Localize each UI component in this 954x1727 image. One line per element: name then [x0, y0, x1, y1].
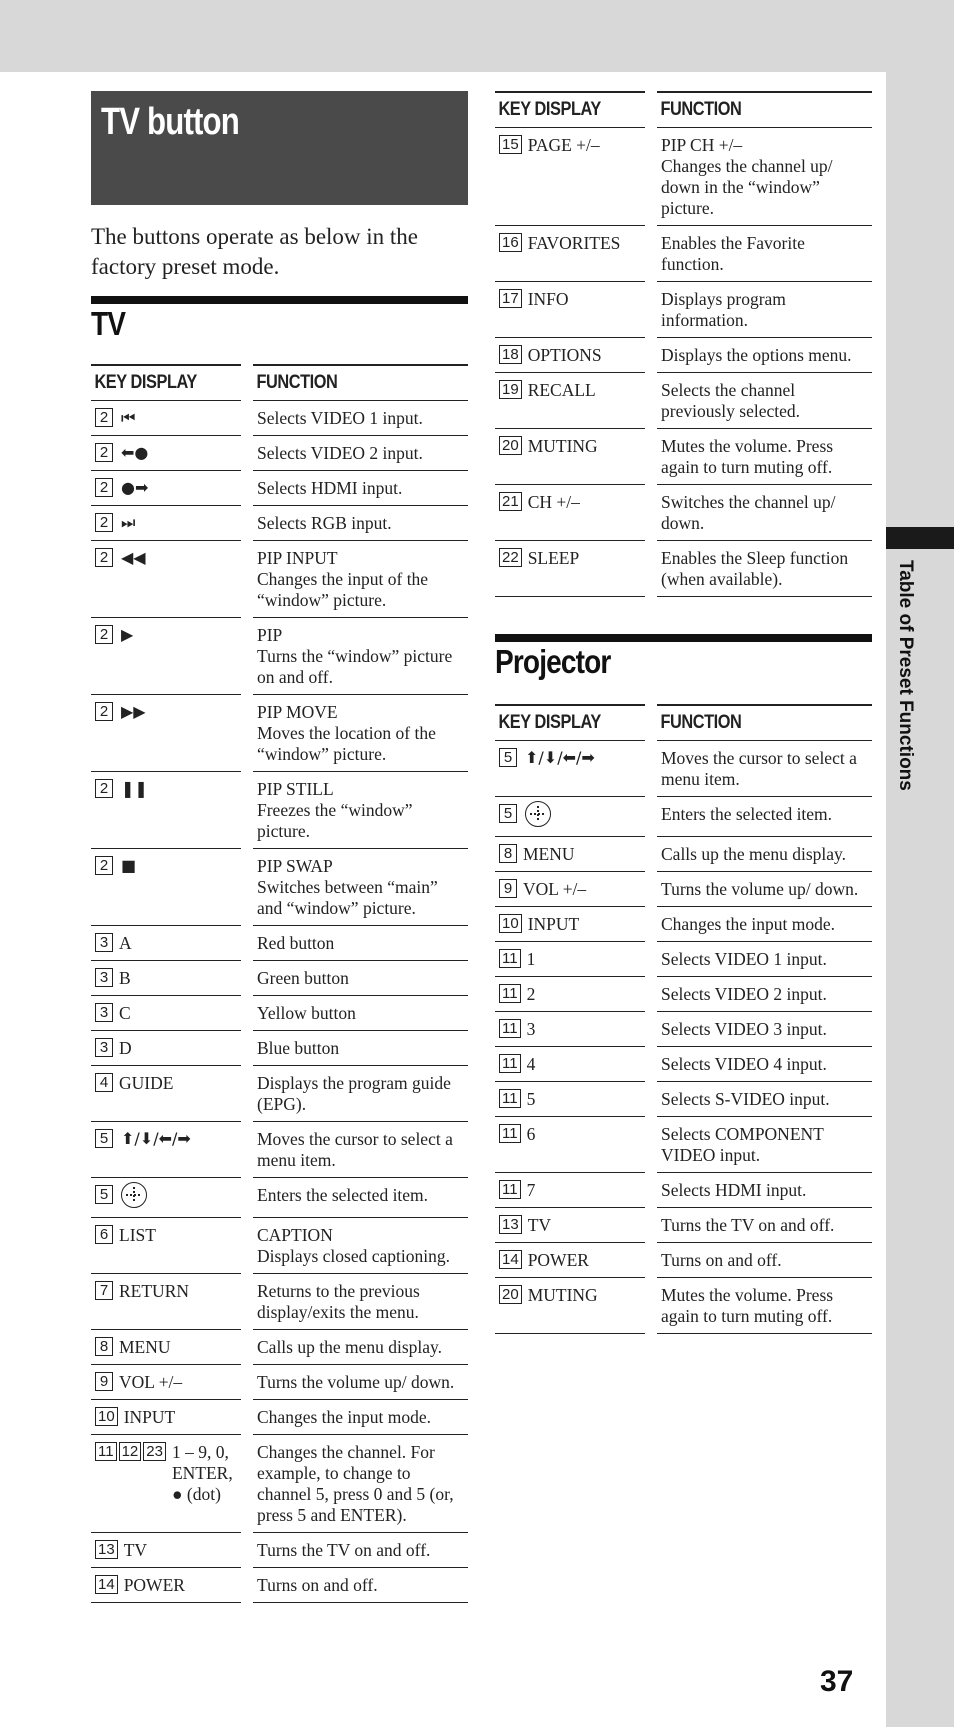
- key-display-cell: [91, 772, 241, 849]
- key-label: INPUT: [123, 1407, 176, 1427]
- function-cell: Returns to the previous display/exits the menu.: [253, 1274, 468, 1330]
- key-label: MENU: [523, 844, 575, 864]
- key-number-badge: 8: [499, 844, 517, 863]
- key-display-cell: [91, 1400, 241, 1435]
- key-display-cell: [495, 485, 645, 541]
- key-number-badge: 12: [119, 1442, 142, 1461]
- key-symbol-icon: ⬆/⬇/⬅/➡: [121, 1129, 191, 1148]
- key-display-cell: [495, 797, 645, 837]
- key-label: RECALL: [527, 380, 596, 400]
- key-label: MUTING: [527, 436, 598, 456]
- table-row: [495, 226, 872, 282]
- table-row: [495, 282, 872, 338]
- key-display-cell: [91, 996, 241, 1031]
- key-display-cell: [495, 1117, 645, 1173]
- key-display-cell: [91, 926, 241, 961]
- function-cell: Red button: [253, 926, 468, 961]
- key-label: D: [119, 1038, 132, 1058]
- function-cell: Selects RGB input.: [253, 506, 468, 541]
- table-row: [495, 1117, 872, 1173]
- table-row: [91, 1066, 468, 1122]
- key-number-badge: 10: [499, 914, 522, 933]
- tv-continued-table: [495, 91, 872, 597]
- function-cell: PIP STILL Freezes the “window” picture.: [253, 772, 468, 849]
- key-number-badge: 2: [95, 513, 113, 532]
- table-row: [91, 471, 468, 506]
- key-display-cell: [91, 1218, 241, 1274]
- key-number-badge: 22: [499, 548, 522, 567]
- key-number-badge: 19: [499, 380, 522, 399]
- key-display-cell: [91, 1274, 241, 1330]
- key-display-cell: [91, 1365, 241, 1400]
- table-row: [495, 977, 872, 1012]
- table-row: [91, 996, 468, 1031]
- key-number-badge: 2: [95, 779, 113, 798]
- table-row: [495, 338, 872, 373]
- table-row: [495, 541, 872, 597]
- key-label: MENU: [119, 1337, 171, 1357]
- key-display-cell: [495, 429, 645, 485]
- function-cell: Green button: [253, 961, 468, 996]
- table-row: [91, 926, 468, 961]
- key-symbol-icon: ⬆/⬇/⬅/➡: [525, 748, 595, 767]
- key-number-badge: 20: [499, 436, 522, 455]
- key-number-badge: 11: [499, 1054, 521, 1073]
- function-cell: Turns the TV on and off.: [657, 1208, 872, 1243]
- enter-button-icon: [121, 1182, 147, 1208]
- key-symbol-icon: ⏭: [121, 513, 136, 532]
- key-label: 1: [526, 949, 536, 969]
- table-row: [91, 401, 468, 436]
- key-label: MUTING: [527, 1285, 598, 1305]
- key-display-cell: [91, 1122, 241, 1178]
- key-label: OPTIONS: [527, 345, 602, 365]
- table-row: [91, 1400, 468, 1435]
- key-label: 2: [526, 984, 536, 1004]
- key-display-cell: [495, 373, 645, 429]
- key-display-cell: [91, 1031, 241, 1066]
- key-symbol-icon: ⏮: [121, 408, 136, 427]
- key-display-cell: [91, 506, 241, 541]
- table-row: [495, 1278, 872, 1334]
- table-row: [495, 128, 872, 226]
- function-cell: Selects VIDEO 1 input.: [657, 942, 872, 977]
- key-label: INFO: [527, 289, 569, 309]
- function-cell: Moves the cursor to select a menu item.: [657, 741, 872, 797]
- function-cell: Enables the Sleep function (when available).: [657, 541, 872, 597]
- key-label: 3: [526, 1019, 536, 1039]
- col-function-header: FUNCTION: [657, 704, 872, 741]
- function-cell: Selects HDMI input.: [253, 471, 468, 506]
- key-number-badge: 5: [95, 1129, 113, 1148]
- key-number-badge: 3: [95, 1003, 113, 1022]
- table-row: [91, 1031, 468, 1066]
- enter-button-icon: [525, 801, 551, 827]
- key-number-badge: 2: [95, 478, 113, 497]
- key-display-cell: [91, 1178, 241, 1218]
- function-cell: Selects S-VIDEO input.: [657, 1082, 872, 1117]
- table-row: [91, 772, 468, 849]
- key-symbol-icon: ⬅●: [121, 443, 149, 462]
- col-function-header: FUNCTION: [253, 364, 468, 401]
- function-cell: PIP MOVE Moves the location of the “window” picture.: [253, 695, 468, 772]
- key-number-badge: 3: [95, 968, 113, 987]
- side-label-text: Table of Preset Functions: [895, 560, 916, 791]
- key-number-badge: 21: [499, 492, 522, 511]
- function-cell: Turns on and off.: [657, 1243, 872, 1278]
- key-label: GUIDE: [119, 1073, 174, 1093]
- key-display-cell: [495, 541, 645, 597]
- key-label: FAVORITES: [527, 233, 621, 253]
- key-number-badge: 2: [95, 702, 113, 721]
- key-display-cell: [495, 1082, 645, 1117]
- function-cell: Turns on and off.: [253, 1568, 468, 1603]
- key-number-badge: 10: [95, 1407, 118, 1426]
- table-row: [91, 506, 468, 541]
- function-cell: Selects HDMI input.: [657, 1173, 872, 1208]
- key-number-badge: 11: [499, 949, 521, 968]
- key-number-badge: 9: [499, 879, 517, 898]
- key-label: POWER: [527, 1250, 589, 1270]
- function-cell: PIP SWAP Switches between “main” and “window” picture.: [253, 849, 468, 926]
- key-number-badge: 11: [499, 1019, 521, 1038]
- function-cell: Changes the input mode.: [253, 1400, 468, 1435]
- key-label: TV: [527, 1215, 552, 1235]
- key-label: SLEEP: [527, 548, 580, 568]
- table-row: [91, 695, 468, 772]
- key-display-cell: [495, 741, 645, 797]
- key-display-cell: [495, 872, 645, 907]
- table-row: [91, 1365, 468, 1400]
- key-label: VOL +/–: [523, 879, 587, 899]
- key-display-cell: [495, 226, 645, 282]
- function-cell: PIP INPUT Changes the input of the “window” picture.: [253, 541, 468, 618]
- key-number-badge: 14: [95, 1575, 118, 1594]
- function-cell: Turns the TV on and off.: [253, 1533, 468, 1568]
- function-cell: Selects the channel previously selected.: [657, 373, 872, 429]
- key-display-cell: [91, 961, 241, 996]
- key-symbol-icon: ▶: [121, 625, 134, 644]
- function-cell: Displays program information.: [657, 282, 872, 338]
- table-row: [91, 1122, 468, 1178]
- function-cell: Calls up the menu display.: [253, 1330, 468, 1365]
- key-number-badge: 11: [499, 984, 521, 1003]
- key-display-cell: [91, 401, 241, 436]
- key-number-badge: 3: [95, 1038, 113, 1057]
- key-number-badge: 2: [95, 856, 113, 875]
- key-display-cell: [495, 128, 645, 226]
- col-key-header: KEY DISPLAY: [495, 91, 645, 128]
- key-label: 6: [526, 1124, 536, 1144]
- function-cell: Enters the selected item.: [253, 1178, 468, 1218]
- table-row: [91, 1533, 468, 1568]
- table-row: [495, 1082, 872, 1117]
- key-number-badge: 18: [499, 345, 522, 364]
- key-number-badge: 2: [95, 443, 113, 462]
- key-number-badge: 11: [499, 1089, 521, 1108]
- key-label: PAGE +/–: [527, 135, 600, 155]
- intro-text: The buttons operate as below in the factory preset mode.: [91, 224, 419, 279]
- table-row: [91, 1178, 468, 1218]
- key-label: 1 – 9, 0, ENTER, ● (dot): [171, 1442, 233, 1504]
- key-display-cell: [91, 618, 241, 695]
- key-number-badge: 17: [499, 289, 522, 308]
- key-symbol-icon: ❚❚: [121, 779, 148, 798]
- key-display-cell: [495, 942, 645, 977]
- table-row: [91, 849, 468, 926]
- function-cell: Yellow button: [253, 996, 468, 1031]
- table-row: [495, 1243, 872, 1278]
- key-label: 5: [526, 1089, 536, 1109]
- function-cell: Turns the volume up/ down.: [253, 1365, 468, 1400]
- key-number-badge: 11: [95, 1442, 117, 1461]
- function-cell: Moves the cursor to select a menu item.: [253, 1122, 468, 1178]
- table-row: [495, 429, 872, 485]
- table-row: [495, 797, 872, 837]
- key-label: TV: [123, 1540, 148, 1560]
- function-cell: Mutes the volume. Press again to turn muting off.: [657, 1278, 872, 1334]
- title-box: [91, 91, 468, 205]
- function-cell: Changes the input mode.: [657, 907, 872, 942]
- key-display-cell: [495, 338, 645, 373]
- table-row: [495, 907, 872, 942]
- key-number-badge: 2: [95, 625, 113, 644]
- key-display-cell: [495, 1208, 645, 1243]
- key-display-cell: [495, 977, 645, 1012]
- projector-heading: Projector: [495, 643, 611, 680]
- key-display-cell: [91, 1533, 241, 1568]
- function-cell: Changes the channel. For example, to change to channel 5, press 0 and 5 (or, press 5 and ENTER).: [253, 1435, 468, 1533]
- table-row: [91, 1218, 468, 1274]
- table-row: [495, 373, 872, 429]
- function-cell: Enables the Favorite function.: [657, 226, 872, 282]
- key-label: CH +/–: [527, 492, 580, 512]
- key-label: RETURN: [119, 1281, 189, 1301]
- key-number-badge: 2: [95, 408, 113, 427]
- page-title: TV button: [101, 101, 239, 143]
- key-number-badge: 8: [95, 1337, 113, 1356]
- col-key-header: KEY DISPLAY: [495, 704, 645, 741]
- key-label: VOL +/–: [119, 1372, 183, 1392]
- key-number-badge: 4: [95, 1073, 113, 1092]
- page-number: 37: [820, 1665, 854, 1698]
- key-display-cell: [91, 849, 241, 926]
- key-label: LIST: [119, 1225, 156, 1245]
- key-number-badge: 15: [499, 135, 522, 154]
- key-number-badge: 11: [499, 1124, 521, 1143]
- key-label: 4: [526, 1054, 536, 1074]
- function-cell: Calls up the menu display.: [657, 837, 872, 872]
- key-display-cell: [91, 1330, 241, 1365]
- function-cell: Selects VIDEO 2 input.: [253, 436, 468, 471]
- key-number-badge: 5: [499, 748, 517, 767]
- key-label: B: [119, 968, 131, 988]
- function-cell: Selects VIDEO 4 input.: [657, 1047, 872, 1082]
- function-cell: Enters the selected item.: [657, 797, 872, 837]
- table-row: [495, 1047, 872, 1082]
- key-number-badge: 16: [499, 233, 522, 252]
- table-row: [91, 618, 468, 695]
- function-cell: Selects VIDEO 3 input.: [657, 1012, 872, 1047]
- key-display-cell: [91, 541, 241, 618]
- function-cell: PIP CH +/– Changes the channel up/ down in the “window” picture.: [657, 128, 872, 226]
- key-display-cell: [91, 1435, 241, 1533]
- side-tab-marker: [886, 527, 954, 549]
- table-row: [91, 1568, 468, 1603]
- key-display-cell: [91, 471, 241, 506]
- key-symbol-icon: ●➡: [121, 478, 149, 497]
- key-display-cell: [495, 907, 645, 942]
- projector-section-rule: [495, 634, 872, 642]
- key-display-cell: [91, 1066, 241, 1122]
- key-number-badge: 5: [499, 804, 517, 823]
- key-number-badge: 3: [95, 933, 113, 952]
- function-cell: PIP Turns the “window” picture on and off.: [253, 618, 468, 695]
- tv-section-rule: [91, 296, 468, 304]
- function-cell: Turns the volume up/ down.: [657, 872, 872, 907]
- table-row: [91, 961, 468, 996]
- key-display-cell: [495, 1278, 645, 1334]
- col-function-header: FUNCTION: [657, 91, 872, 128]
- key-number-badge: 23: [143, 1442, 166, 1461]
- col-key-header: KEY DISPLAY: [91, 364, 241, 401]
- key-label: C: [119, 1003, 131, 1023]
- function-cell: Selects VIDEO 1 input.: [253, 401, 468, 436]
- key-number-badge: 13: [499, 1215, 522, 1234]
- table-row: [91, 1435, 468, 1533]
- key-number-badge: 2: [95, 548, 113, 567]
- key-display-cell: [91, 1568, 241, 1603]
- function-cell: Mutes the volume. Press again to turn muting off.: [657, 429, 872, 485]
- function-cell: Selects COMPONENT VIDEO input.: [657, 1117, 872, 1173]
- side-label: [886, 560, 954, 820]
- key-display-cell: [495, 282, 645, 338]
- key-symbol-icon: ◀◀: [121, 548, 146, 567]
- function-cell: Blue button: [253, 1031, 468, 1066]
- key-display-cell: [495, 1243, 645, 1278]
- key-label: 7: [526, 1180, 536, 1200]
- key-number-badge: 20: [499, 1285, 522, 1304]
- key-number-badge: 7: [95, 1281, 113, 1300]
- table-row: [495, 1173, 872, 1208]
- function-cell: Displays the options menu.: [657, 338, 872, 373]
- key-number-badge: 5: [95, 1185, 113, 1204]
- key-symbol-icon: ▶▶: [121, 702, 146, 721]
- key-symbol-icon: ■: [121, 856, 137, 875]
- table-row: [495, 485, 872, 541]
- table-row: [91, 541, 468, 618]
- key-number-badge: 9: [95, 1372, 113, 1391]
- key-number-badge: 6: [95, 1225, 113, 1244]
- key-display-cell: [91, 436, 241, 471]
- key-number-badge: 14: [499, 1250, 522, 1269]
- projector-table: [495, 704, 872, 1334]
- key-display-cell: [495, 1173, 645, 1208]
- key-display-cell: [495, 837, 645, 872]
- key-display-cell: [91, 695, 241, 772]
- table-row: [495, 942, 872, 977]
- table-row: [91, 1274, 468, 1330]
- table-row: [91, 1330, 468, 1365]
- key-label: POWER: [123, 1575, 185, 1595]
- function-cell: Switches the channel up/ down.: [657, 485, 872, 541]
- key-label: A: [119, 933, 132, 953]
- tv-table: [91, 364, 468, 1603]
- function-cell: Selects VIDEO 2 input.: [657, 977, 872, 1012]
- table-row: [495, 1208, 872, 1243]
- tv-heading: TV: [91, 305, 126, 342]
- table-row: [495, 837, 872, 872]
- table-row: [495, 1012, 872, 1047]
- table-row: [91, 436, 468, 471]
- function-cell: Displays the program guide (EPG).: [253, 1066, 468, 1122]
- table-row: [495, 741, 872, 797]
- key-number-badge: 13: [95, 1540, 118, 1559]
- table-row: [495, 872, 872, 907]
- key-label: INPUT: [527, 914, 580, 934]
- key-display-cell: [495, 1012, 645, 1047]
- key-number-badge: 11: [499, 1180, 521, 1199]
- function-cell: CAPTION Displays closed captioning.: [253, 1218, 468, 1274]
- key-display-cell: [495, 1047, 645, 1082]
